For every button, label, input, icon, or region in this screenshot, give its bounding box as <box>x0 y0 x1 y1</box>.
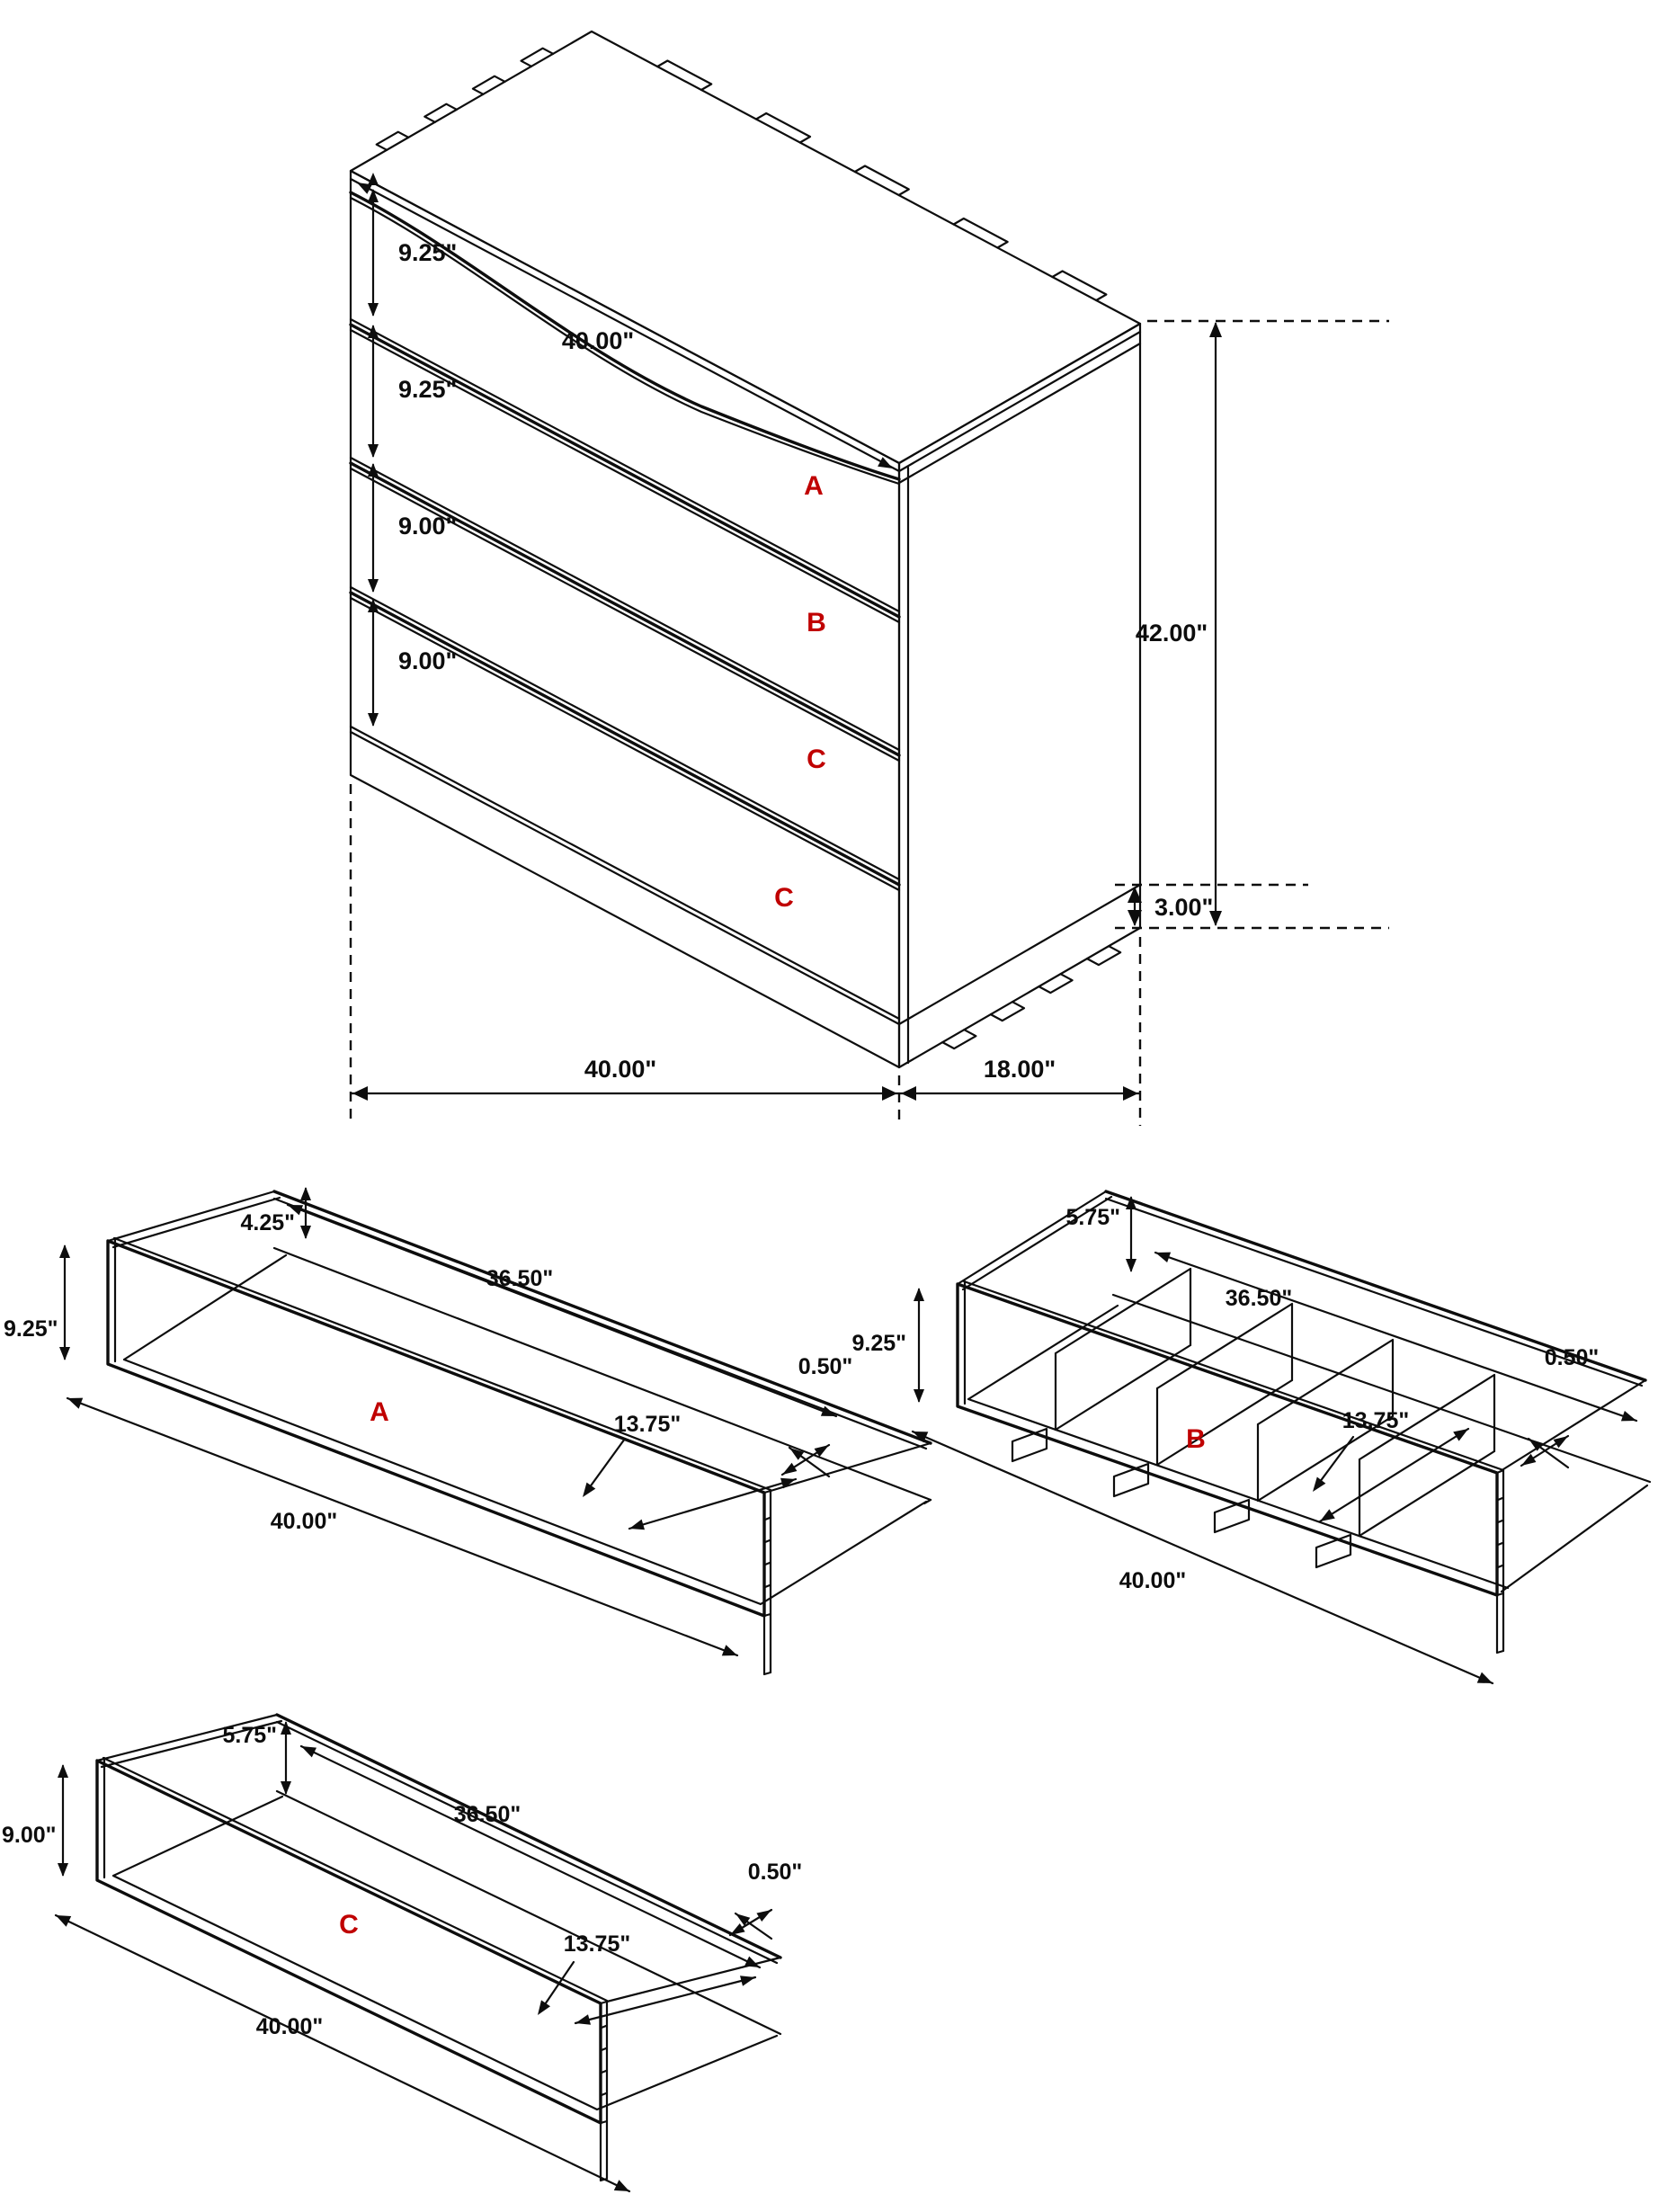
chest-drawer-b-letter: B <box>807 608 826 638</box>
drawer-b-view <box>851 1191 1650 1683</box>
chest-height-label: 42.00" <box>1135 620 1208 647</box>
finger-joint-teeth <box>377 49 1120 1048</box>
drawer-c-depth-label: 13.75" <box>563 1931 631 1957</box>
drawer-c-panel-top-inner <box>103 1758 607 2001</box>
chest-view <box>351 31 1389 1126</box>
drawer-c-letter: C <box>339 1910 359 1940</box>
chest-drawer4-height-label: 9.00" <box>398 647 458 674</box>
chest-drawer-c-letter: C <box>807 745 826 774</box>
chest-bottom-depth-label: 18.00" <box>983 1056 1056 1083</box>
drawer-a-view <box>4 1187 931 1674</box>
drawer-a-depth-label: 13.75" <box>613 1412 682 1437</box>
drawer-c-inner-height-label: 5.75" <box>222 1723 277 1748</box>
drawer-a-letter: A <box>370 1397 389 1427</box>
chest-drawer3-height-label: 9.00" <box>398 513 458 540</box>
drawer-b-divider-height-label: 5.75" <box>1065 1205 1120 1230</box>
drawer-c-thickness-label: 0.50" <box>747 1860 803 1885</box>
drawer-c-height-label: 9.00" <box>2 1823 57 1848</box>
drawer-b-dividers <box>1012 1269 1494 1567</box>
drawer-c-inner-length-label: 36.50" <box>453 1802 521 1827</box>
chest-bottom-width-label: 40.00" <box>584 1056 657 1083</box>
drawer-a-panel-top-inner <box>114 1238 771 1490</box>
drawer-c-length-label: 40.00" <box>255 2014 324 2039</box>
drawer-a-thickness-label: 0.50" <box>798 1354 853 1379</box>
chest-drawer2-height-label: 9.25" <box>398 376 458 403</box>
drawer-c-floor <box>113 1797 777 2109</box>
drawer-c-view <box>2 1715 802 2191</box>
drawer-a-height-label: 9.25" <box>4 1316 58 1342</box>
chest-base-height-label: 3.00" <box>1154 894 1214 921</box>
drawer-b-length-label: 40.00" <box>1119 1568 1187 1593</box>
chest-drawer1-height-label: 9.25" <box>398 239 458 266</box>
drawer-a-floor <box>124 1255 926 1604</box>
chest-top-face <box>351 31 1140 463</box>
drawer-b-inner-length-label: 36.50" <box>1225 1286 1293 1311</box>
drawer-c-front-panel <box>97 1761 601 2123</box>
drawer-b-letter: B <box>1186 1424 1206 1454</box>
chest-right-face <box>899 324 1140 1067</box>
chest-drawer-c2-letter: C <box>774 883 794 913</box>
chest-top-width-label: 40.00" <box>561 327 635 354</box>
chest-height-dimensions <box>368 173 379 727</box>
chest-top-edge-inner <box>351 179 1140 471</box>
drawer-b-thickness-label: 0.50" <box>1544 1345 1600 1370</box>
drawer-a-length-label: 40.00" <box>270 1509 338 1534</box>
chest-top-slab-bottom-right <box>899 343 1140 483</box>
drawer-b-height-label: 9.25" <box>851 1331 906 1356</box>
chest-drawer-a-letter: A <box>804 471 824 501</box>
drawer-a-inner-height-label: 4.25" <box>240 1210 295 1235</box>
drawer-b-depth-label: 13.75" <box>1342 1408 1410 1433</box>
drawer-a-inner-length-label: 36.50" <box>486 1266 554 1291</box>
